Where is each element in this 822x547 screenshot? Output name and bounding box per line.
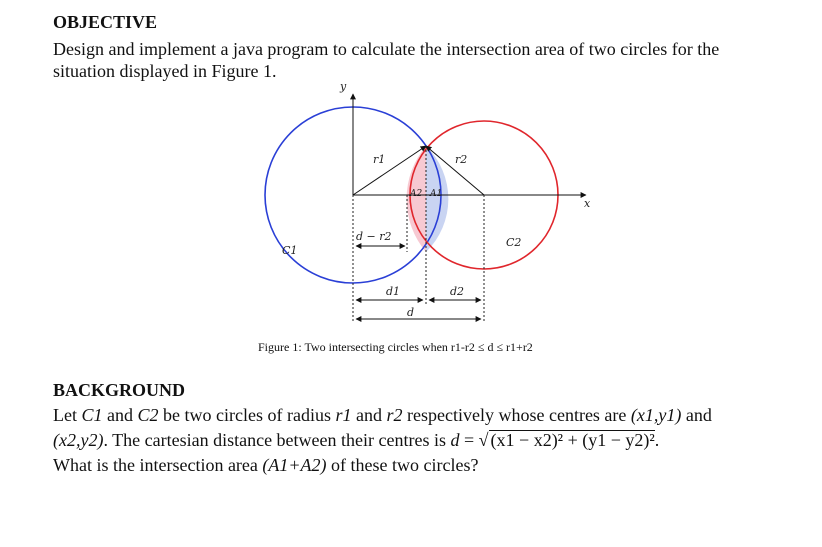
label-axis-x: x bbox=[584, 197, 591, 210]
label-a1: A1 bbox=[430, 189, 443, 199]
objective-heading: OBJECTIVE bbox=[53, 12, 158, 32]
label-r1: r1 bbox=[373, 153, 386, 166]
background-line-2: (x2,y2). The cartesian distance between their centres is d = √ (x1 − x2)² + (y1 − y2)². bbox=[53, 430, 660, 450]
background-line-3: What is the intersection area (A1+A2) of these two circles? bbox=[53, 455, 479, 475]
label-d1: d1 bbox=[386, 285, 401, 298]
sqrt-symbol: √ bbox=[478, 430, 489, 450]
label-d-minus-r2: d − r2 bbox=[356, 230, 392, 243]
objective-line-1: Design and implement a java program to calculate the intersection area of two circles for the bbox=[53, 39, 720, 59]
label-r2: r2 bbox=[455, 153, 468, 166]
label-c2: C2 bbox=[506, 236, 522, 249]
label-d2: d2 bbox=[450, 285, 465, 298]
background-heading: BACKGROUND bbox=[53, 380, 186, 400]
distance-formula: (x1 − x2)² + (y1 − y2)² bbox=[490, 430, 655, 450]
background-line-1: Let C1 and C2 be two circles of radius r1 and r2 respectively whose centres are (x1,y1) and bbox=[53, 405, 712, 425]
figure-caption: Figure 1: Two intersecting circles when r1-r2 ≤ d ≤ r1+r2 bbox=[258, 340, 533, 354]
label-a2: A2 bbox=[410, 189, 423, 199]
label-d: d bbox=[407, 306, 415, 319]
label-axis-y: y bbox=[340, 80, 347, 93]
objective-line-2: situation displayed in Figure 1. bbox=[53, 61, 277, 81]
label-c1: C1 bbox=[282, 244, 298, 257]
